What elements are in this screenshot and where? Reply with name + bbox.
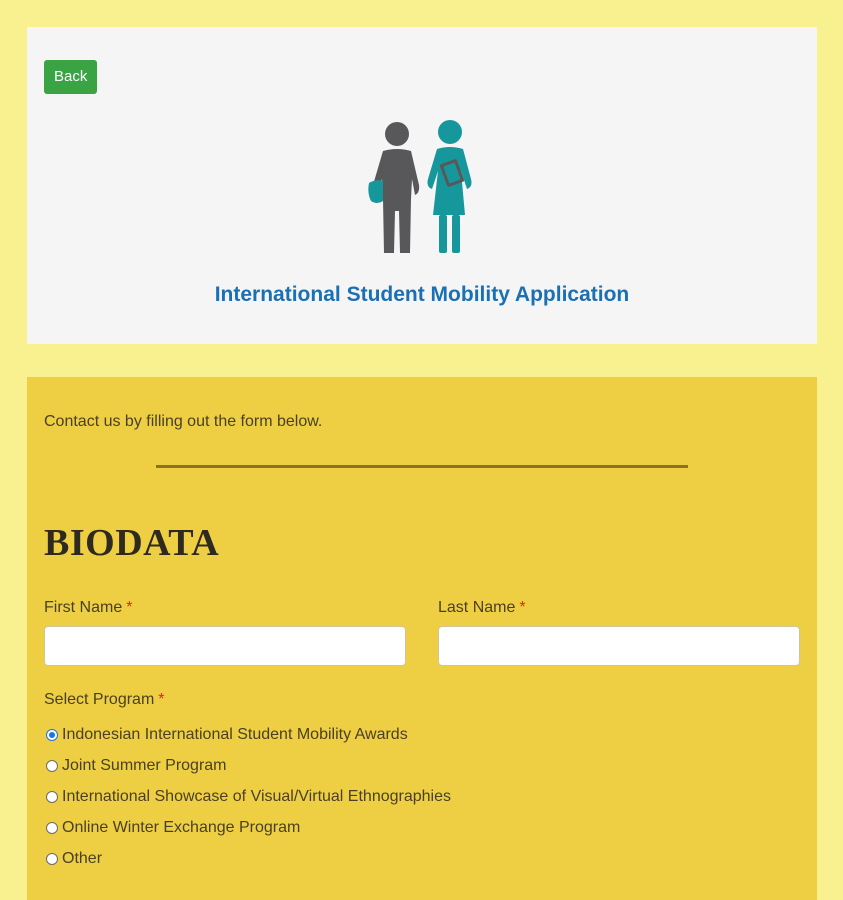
intro-text: Contact us by filling out the form below.	[44, 413, 323, 430]
backpack-icon	[368, 180, 383, 203]
program-option-label: Online Winter Exchange Program	[62, 818, 301, 836]
radio-button[interactable]	[46, 791, 58, 803]
last-name-label	[438, 599, 526, 617]
program-label-text: Select Program	[44, 691, 155, 708]
last-name-field[interactable]	[438, 626, 800, 666]
section-heading: BIODATA	[44, 522, 220, 564]
program-option-label: Indonesian International Student Mobility Awards	[62, 725, 408, 743]
program-option-iisma[interactable]	[46, 719, 451, 750]
first-name-label-text: First Name	[44, 599, 123, 616]
radio-button[interactable]	[46, 760, 58, 772]
radio-button[interactable]	[46, 853, 58, 865]
program-option-label: International Showcase of Visual/Virtual Ethnographies	[62, 787, 451, 805]
radio-button[interactable]	[46, 729, 58, 741]
program-radio-group	[46, 719, 451, 874]
program-option-other[interactable]	[46, 843, 451, 874]
header-card	[27, 27, 817, 344]
radio-button[interactable]	[46, 822, 58, 834]
program-option-joint-summer[interactable]	[46, 750, 451, 781]
program-option-ethnographies[interactable]	[46, 781, 451, 812]
required-marker: *	[126, 599, 133, 616]
first-name-field[interactable]	[44, 626, 406, 666]
required-marker: *	[158, 691, 165, 708]
last-name-label-text: Last Name	[438, 599, 516, 616]
form-card	[27, 377, 817, 900]
program-option-label: Joint Summer Program	[62, 756, 227, 774]
students-icon	[363, 119, 481, 257]
app-title: International Student Mobility Application	[214, 283, 630, 306]
program-option-label: Other	[62, 849, 103, 867]
divider	[156, 465, 688, 468]
first-name-label	[44, 599, 132, 617]
program-option-winter-exchange[interactable]	[46, 812, 451, 843]
program-label	[44, 691, 165, 709]
required-marker: *	[519, 599, 526, 616]
back-button[interactable]: Back	[44, 60, 97, 94]
